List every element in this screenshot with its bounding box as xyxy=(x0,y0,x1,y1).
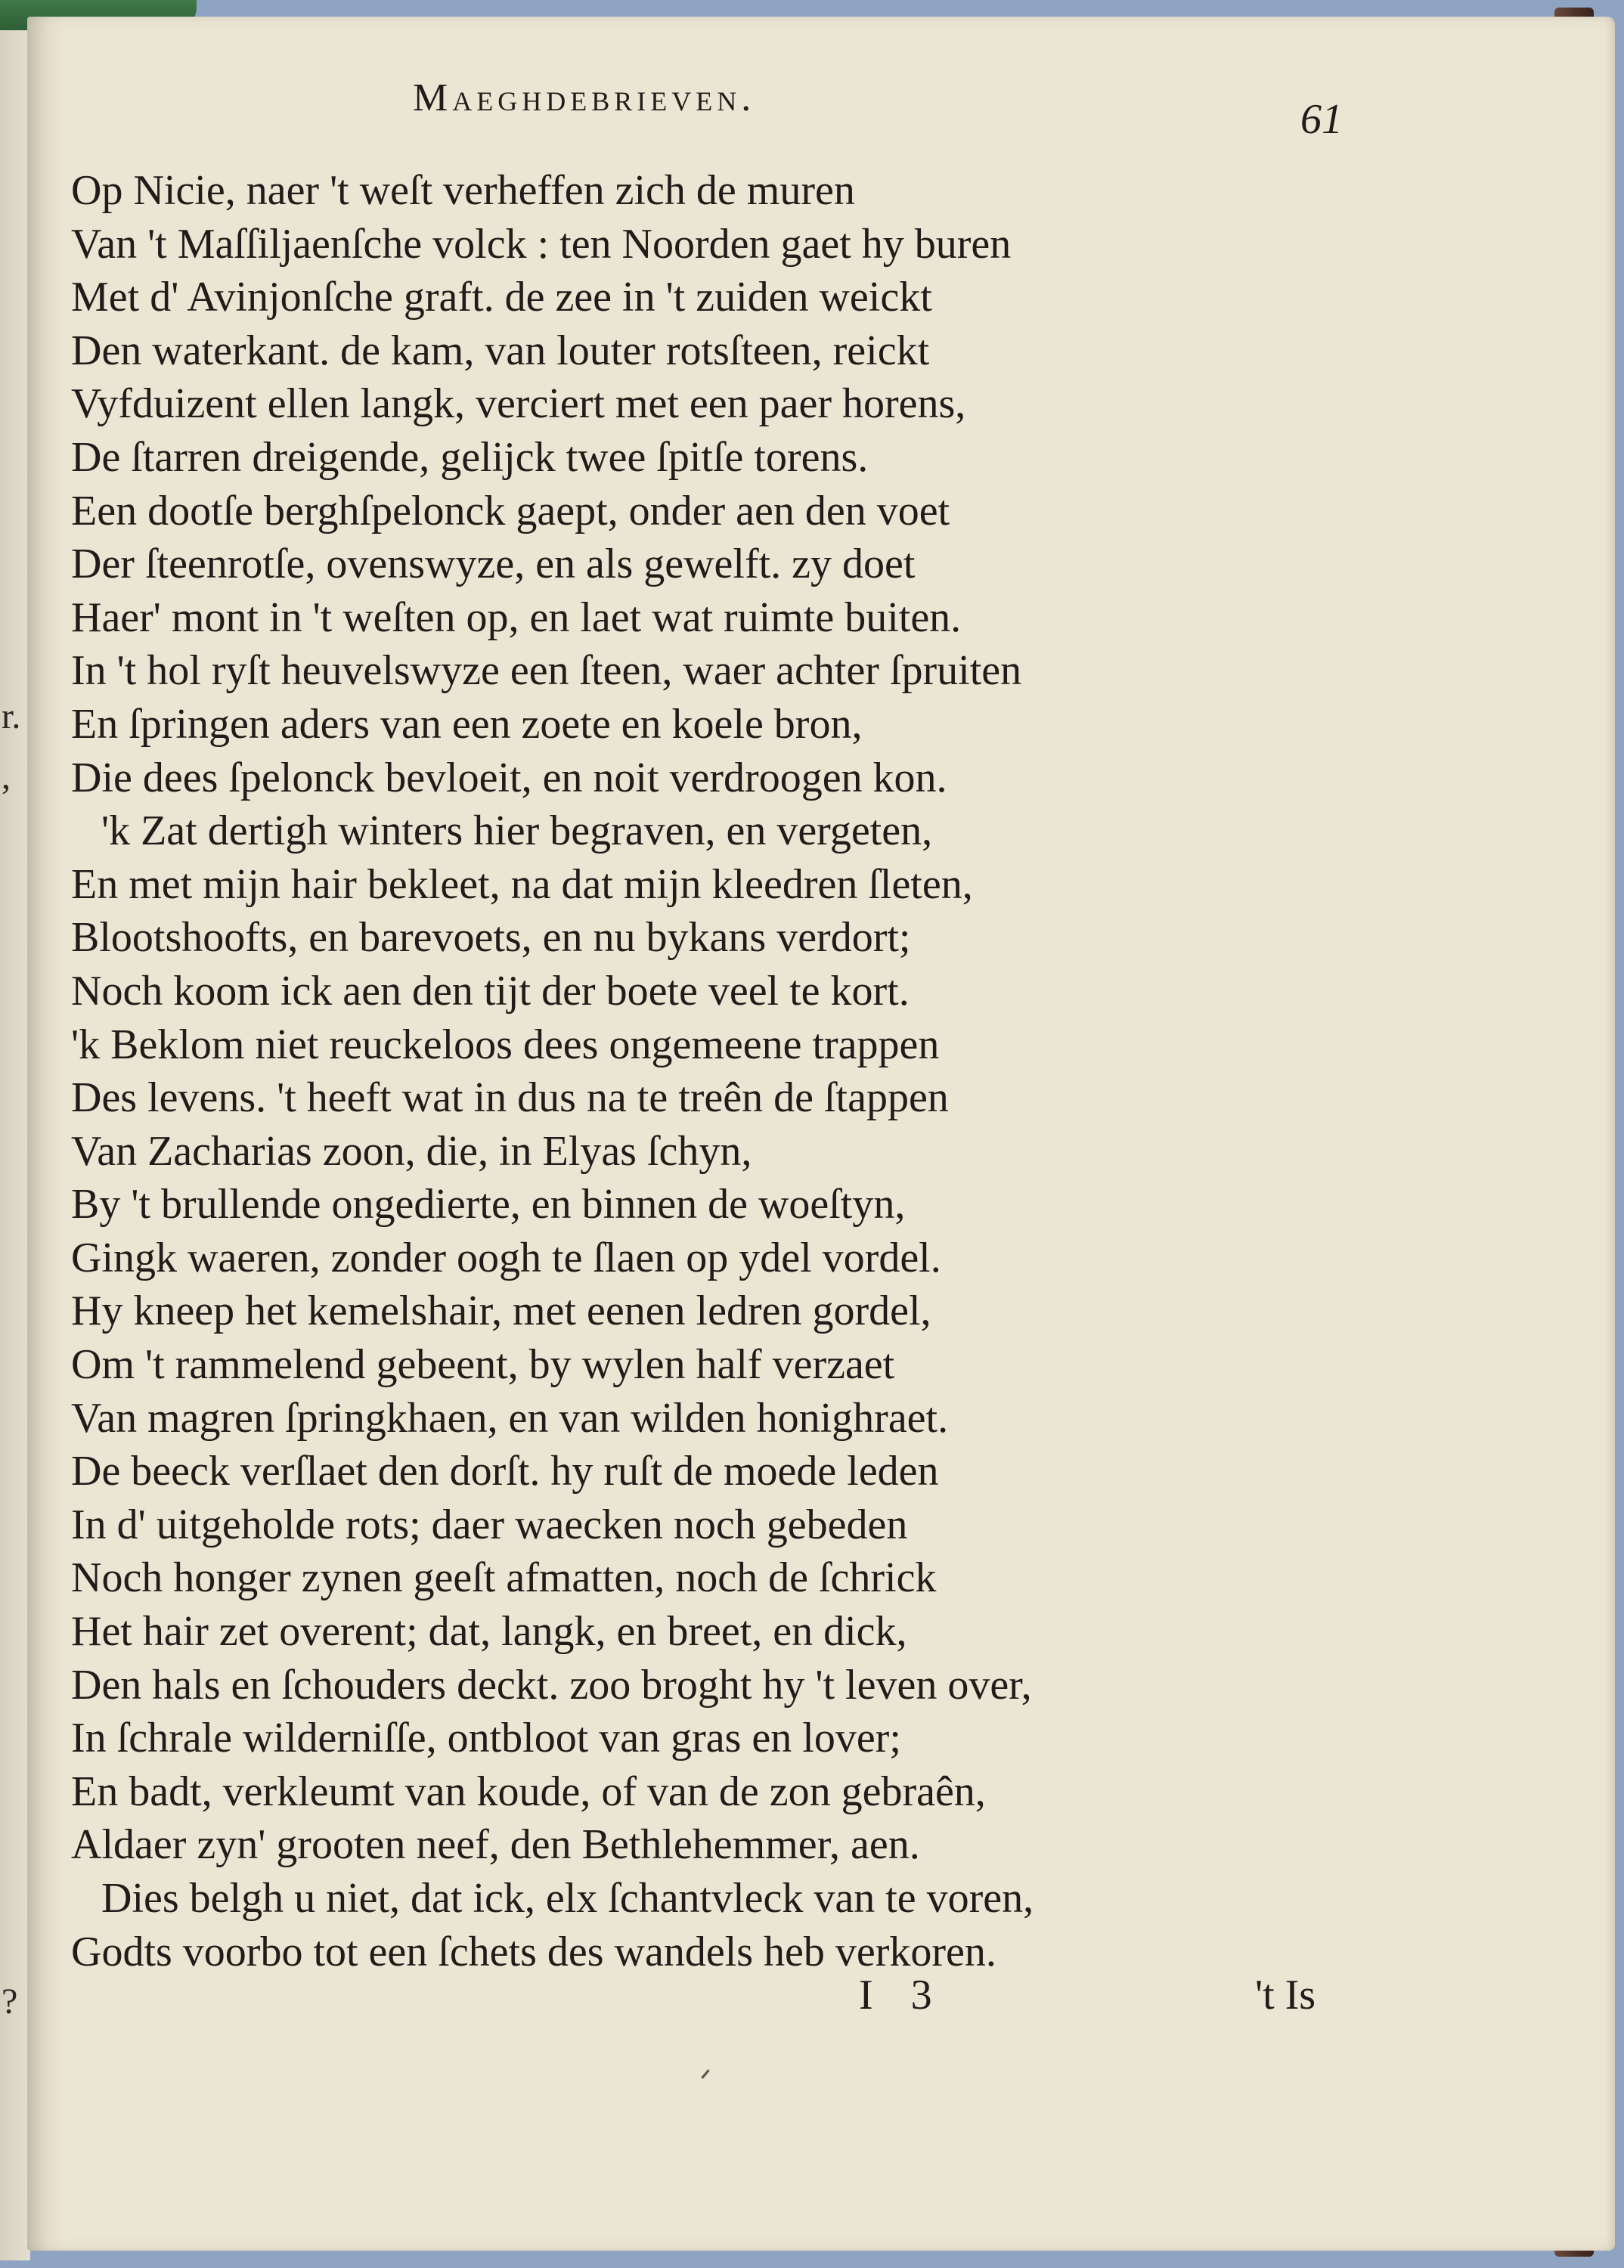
verse-line: Van Zacharias zoon, die, in Elyas ſchyn, xyxy=(71,1127,752,1175)
verse-line: Om 't rammelend gebeent, by wylen half verzaet xyxy=(71,1341,895,1389)
verse-line: Dies belgh u niet, dat ick, elx ſchantvleck van te voren, xyxy=(101,1875,1034,1922)
verse-line: Een dootſe berghſpelonck gaept, onder aen den voet xyxy=(71,487,950,534)
verse-line: Van magren ſpringkhaen, en van wilden honighraet. xyxy=(71,1394,949,1442)
verse-line: In ſchrale wilderniſſe, ontbloot van gras en lover; xyxy=(71,1715,901,1762)
verse-line: Aldaer zyn' grooten neef, den Bethlehemmer, aen. xyxy=(71,1821,920,1869)
verse-line: En ſpringen aders van een zoete en koele bron, xyxy=(71,700,863,748)
page-number: 61 xyxy=(1300,96,1343,143)
verse-line: Met d' Avinjonſche graft. de zee in 't zuiden weickt xyxy=(71,274,932,321)
verse-line: Hy kneep het kemelshair, met eenen ledren gordel, xyxy=(71,1287,931,1335)
verse-line: Het hair zet overent; dat, langk, en breet, en dick, xyxy=(71,1608,907,1656)
verse-line: Gingk waeren, zonder oogh te ſlaen op ydel vordel. xyxy=(71,1234,941,1281)
verse-line: En met mijn hair bekleet, na dat mijn kleedren ſleten, xyxy=(71,860,973,908)
verse-line: Vyfduizent ellen langk, verciert met een paer horens, xyxy=(71,380,966,428)
verse-line: Godts voorbo tot een ſchets des wandels heb verkoren. xyxy=(71,1928,996,1975)
verse-line: En badt, verkleumt van koude, of van de zon gebraên, xyxy=(71,1768,986,1815)
verse-line: De beeck verſlaet den dorſt. hy ruſt de moede leden xyxy=(71,1448,939,1495)
verse-line: Noch honger zynen geeſt afmatten, noch de ſchrick xyxy=(71,1554,937,1602)
verse-line: Van 't Maſſiljaenſche volck : ten Noorden gaet hy buren xyxy=(71,220,1012,268)
verse-line: Den waterkant. de kam, van louter rotsſteen, reickt xyxy=(71,327,930,374)
verse-line: By 't brullende ongedierte, en binnen de woeſtyn, xyxy=(71,1181,906,1228)
facing-page-edge xyxy=(0,30,30,2260)
facing-fragment: r. xyxy=(2,696,21,736)
verse-text xyxy=(71,164,1034,1978)
verse-line: Haer' mont in 't weſten op, en laet wat ruimte buiten. xyxy=(71,593,962,641)
verse-line: In 't hol ryſt heuvelswyze een ſteen, waer achter ſpruiten xyxy=(71,647,1022,695)
signature-mark: I 3 xyxy=(859,1972,946,2019)
verse-line: Der ſteenrotſe, ovenswyze, en als gewelft. zy doet xyxy=(71,541,916,588)
running-title: Maeghdebrieven. xyxy=(413,76,756,119)
verse-line: Op Nicie, naer 't weſt verheffen zich de muren xyxy=(71,167,855,214)
verse-line: Den hals en ſchouders deckt. zoo broght hy 't leven over, xyxy=(71,1661,1032,1709)
verse-line: Des levens. 't heeft wat in dus na te treên de ſtappen xyxy=(71,1074,949,1122)
book-page xyxy=(27,17,1615,2251)
verse-line: De ſtarren dreigende, gelijck twee ſpitſe torens. xyxy=(71,433,869,481)
verse-line: In d' uitgeholde rots; daer waecken noch gebeden xyxy=(71,1501,908,1548)
catchword: 't Is xyxy=(1255,1972,1316,2019)
verse-line: Blootshoofts, en barevoets, en nu bykans verdort; xyxy=(71,914,911,962)
facing-fragment: , xyxy=(2,757,11,797)
ink-mark xyxy=(701,2069,709,2079)
facing-fragment: ? xyxy=(2,1981,18,2022)
verse-line: Die dees ſpelonck bevloeit, en noit verdroogen kon. xyxy=(71,754,947,801)
verse-line: Noch koom ick aen den tijt der boete veel te kort. xyxy=(71,967,910,1015)
show-through xyxy=(1176,130,1615,2020)
verse-line: 'k Zat dertigh winters hier begraven, en vergeten, xyxy=(101,807,933,855)
verse-line: 'k Beklom niet reuckeloos dees ongemeene trappen xyxy=(71,1021,940,1068)
